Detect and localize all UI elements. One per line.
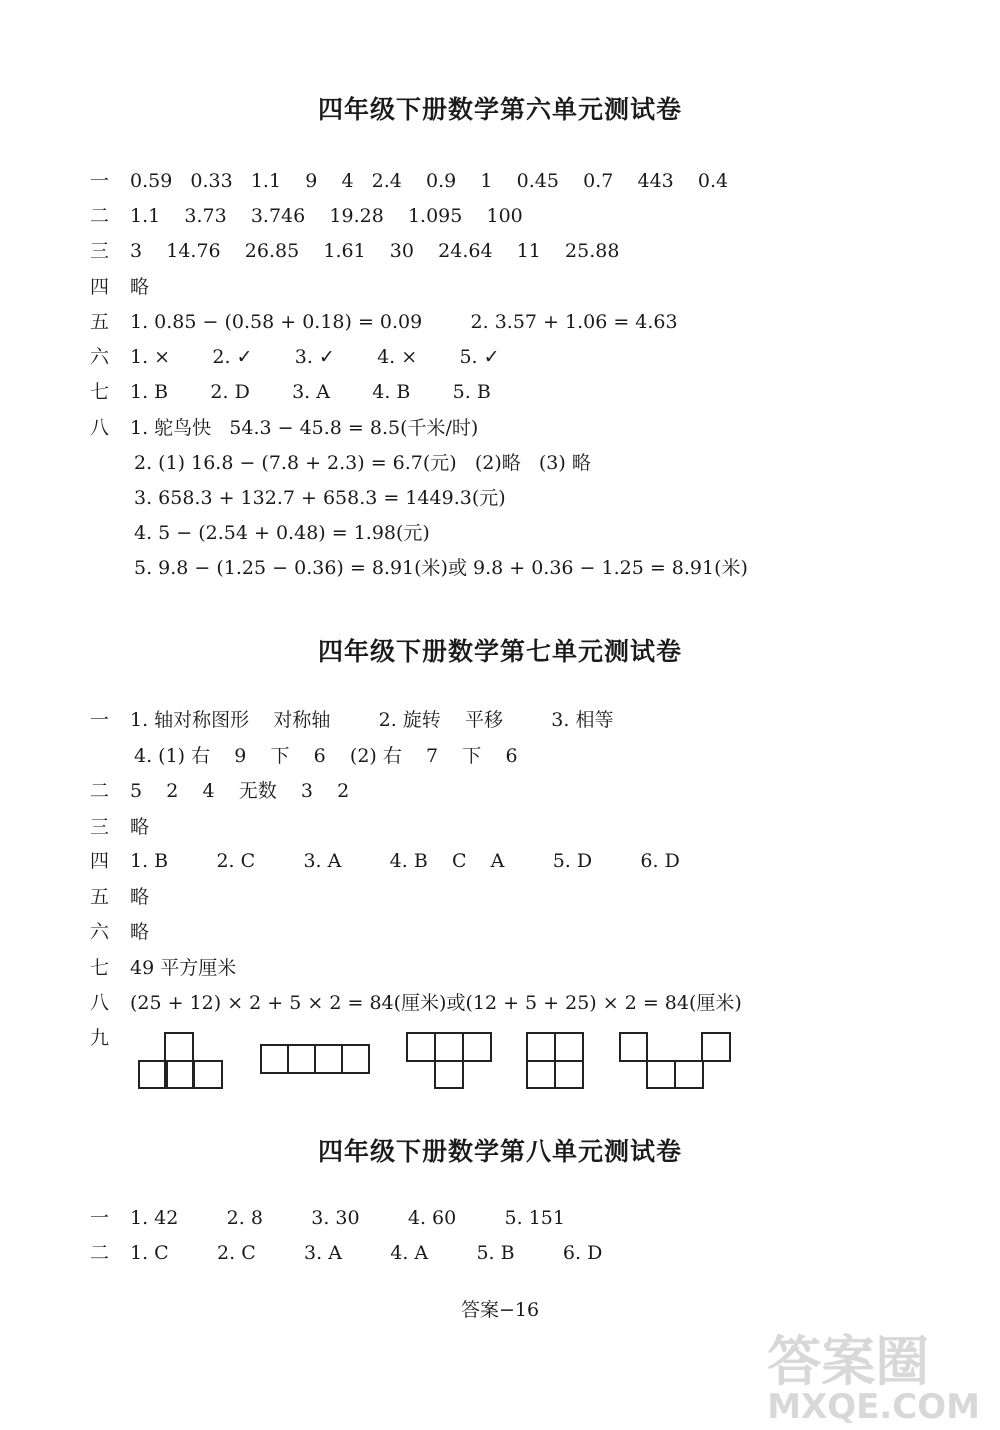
answer-text: 5 2 4 无数 3 2 bbox=[130, 780, 350, 802]
answer-row bbox=[90, 917, 149, 947]
answer-row bbox=[90, 812, 149, 842]
answer-row bbox=[90, 846, 680, 876]
cube-net-figure-4 bbox=[525, 1031, 585, 1089]
answer-text: 0.59 0.33 1.1 9 4 2.4 0.9 1 0.45 0.7 443 0.4 bbox=[130, 170, 729, 192]
question-number: 五 bbox=[90, 311, 110, 333]
section-title-unit-6: 四年级下册数学第六单元测试卷 bbox=[317, 95, 682, 124]
page-footer: 答案−16 bbox=[460, 1299, 540, 1321]
question-number: 七 bbox=[90, 381, 110, 403]
answer-text: (25 + 12) × 2 + 5 × 2 = 84(厘米)或(12 + 5 + 25) × 2 = 84(厘米) bbox=[130, 992, 742, 1014]
answer-row bbox=[90, 166, 728, 196]
answer-row bbox=[90, 236, 619, 266]
question-number: 六 bbox=[90, 346, 110, 368]
answer-text: 略 bbox=[130, 816, 150, 838]
answer-row bbox=[90, 705, 613, 735]
question-number: 七 bbox=[90, 957, 110, 979]
watermark-logo-text: 答案圈 bbox=[767, 1330, 930, 1393]
question-number: 一 bbox=[90, 1207, 110, 1229]
answer-subline: 4. 5 − (2.54 + 0.48) = 1.98(元) bbox=[134, 522, 430, 544]
answer-text: 1. × 2. ✓ 3. ✓ 4. × 5. ✓ bbox=[130, 346, 500, 368]
answer-subline: 2. (1) 16.8 − (7.8 + 2.3) = 6.7(元) (2)略 (3) 略 bbox=[134, 452, 591, 474]
answer-row bbox=[90, 882, 149, 912]
question-number: 八 bbox=[90, 992, 110, 1014]
watermark bbox=[767, 1330, 980, 1427]
cube-net-figure-2 bbox=[259, 1043, 371, 1075]
answer-text: 1. C 2. C 3. A 4. A 5. B 6. D bbox=[130, 1242, 603, 1264]
cube-net-figure-3 bbox=[405, 1031, 495, 1089]
answer-text: 49 平方厘米 bbox=[130, 957, 237, 979]
answer-row bbox=[90, 953, 236, 983]
question-number: 四 bbox=[90, 850, 110, 872]
answer-text: 1. 0.85 − (0.58 + 0.18) = 0.09 2. 3.57 + 1.06 = 4.63 bbox=[130, 311, 678, 333]
cube-net-figure-5 bbox=[618, 1031, 733, 1089]
answer-row bbox=[90, 1238, 602, 1268]
question-number: 八 bbox=[90, 417, 110, 439]
answer-text: 3 14.76 26.85 1.61 30 24.64 11 25.88 bbox=[130, 240, 620, 262]
answer-row bbox=[90, 1203, 565, 1233]
answer-row bbox=[90, 272, 149, 302]
section-title-unit-7: 四年级下册数学第七单元测试卷 bbox=[317, 637, 682, 666]
answer-text: 1. 鸵鸟快 54.3 − 45.8 = 8.5(千米/时) bbox=[130, 417, 479, 439]
question-number: 二 bbox=[90, 1242, 110, 1264]
answer-row bbox=[90, 1023, 130, 1053]
answer-text: 1. 轴对称图形 对称轴 2. 旋转 平移 3. 相等 bbox=[130, 709, 614, 731]
answer-text: 1. B 2. D 3. A 4. B 5. B bbox=[130, 381, 491, 403]
answer-text: 1. B 2. C 3. A 4. B C A 5. D 6. D bbox=[130, 850, 680, 872]
answer-row bbox=[90, 307, 678, 337]
question-number: 三 bbox=[90, 816, 110, 838]
question-number: 三 bbox=[90, 240, 110, 262]
watermark-url: MXQE.COM bbox=[767, 1387, 980, 1427]
question-number: 二 bbox=[90, 780, 110, 802]
answer-text: 略 bbox=[130, 921, 150, 943]
answer-row bbox=[90, 201, 523, 231]
answer-text: 1. 42 2. 8 3. 30 4. 60 5. 151 bbox=[130, 1207, 565, 1229]
answer-row bbox=[90, 776, 349, 806]
question-number: 四 bbox=[90, 276, 110, 298]
question-number: 五 bbox=[90, 886, 110, 908]
answer-text: 略 bbox=[130, 886, 150, 908]
cube-net-figure-1 bbox=[137, 1031, 225, 1089]
answer-text: 1.1 3.73 3.746 19.28 1.095 100 bbox=[130, 205, 523, 227]
answer-subline: 5. 9.8 − (1.25 − 0.36) = 8.91(米)或 9.8 + 0.36 − 1.25 = 8.91(米) bbox=[134, 557, 748, 579]
answer-subline: 3. 658.3 + 132.7 + 658.3 = 1449.3(元) bbox=[134, 487, 506, 509]
section-title-unit-8: 四年级下册数学第八单元测试卷 bbox=[317, 1137, 682, 1166]
question-number: 九 bbox=[90, 1027, 110, 1049]
answer-row bbox=[90, 988, 742, 1018]
answer-row bbox=[90, 413, 478, 443]
question-number: 一 bbox=[90, 709, 110, 731]
answer-row bbox=[90, 342, 500, 372]
question-number: 六 bbox=[90, 921, 110, 943]
question-number: 二 bbox=[90, 205, 110, 227]
answer-subline: 4. (1) 右 9 下 6 (2) 右 7 下 6 bbox=[134, 745, 518, 767]
answer-row bbox=[90, 377, 491, 407]
question-number: 一 bbox=[90, 170, 110, 192]
answer-text: 略 bbox=[130, 276, 150, 298]
